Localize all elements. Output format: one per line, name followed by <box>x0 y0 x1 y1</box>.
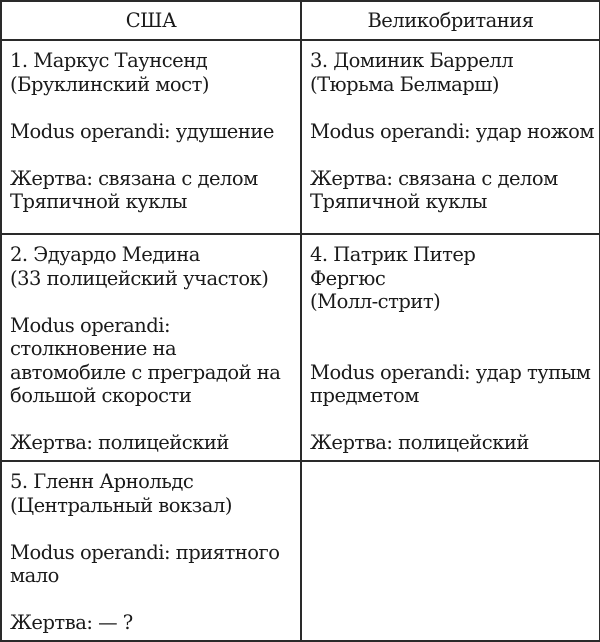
victim-place: (Центральный вокзал) <box>10 493 232 517</box>
modus-operandi: Modus operandi: удар тупым <box>310 360 591 384</box>
cell-townsend <box>1 40 301 234</box>
cell-fergus <box>301 234 600 461</box>
victim-type: Жертва: связана с делом <box>310 166 558 190</box>
cell-arnolds <box>1 461 301 641</box>
table-row <box>1 461 600 641</box>
modus-operandi: Modus operandi: приятного <box>10 540 280 564</box>
header-usa: США <box>1 1 301 40</box>
victim-place: (33 полицейский участок) <box>10 266 269 290</box>
victim-type: Жертва: связана с делом <box>10 166 258 190</box>
victim-place: (Тюрьма Белмарш) <box>310 72 499 96</box>
modus-operandi: Modus operandi: удушение <box>10 119 274 143</box>
victim-name: 2. Эдуардо Медина <box>10 243 200 266</box>
victim-name: 3. Доминик Баррелл <box>310 49 514 72</box>
victim-type-cont: Тряпичной куклы <box>10 190 187 213</box>
victim-name: 4. Патрик Питер <box>310 243 476 266</box>
modus-operandi: Modus operandi: удар ножом <box>310 119 595 143</box>
victim-place: (Молл-стрит) <box>310 290 441 313</box>
victim-type-cont: Тряпичной куклы <box>310 190 487 213</box>
victim-type: Жертва: полицейский <box>310 431 529 454</box>
cell-empty <box>301 461 600 641</box>
modus-operandi: Modus operandi: <box>10 313 171 337</box>
table-row <box>1 40 600 234</box>
victim-name-cont: Фергюс <box>310 266 386 290</box>
victim-type: Жертва: — ? <box>10 611 133 634</box>
modus-operandi-cont: столкновение на <box>10 337 177 360</box>
header-row <box>1 1 600 40</box>
victim-place: (Бруклинский мост) <box>10 72 209 96</box>
header-uk: Великобритания <box>301 1 600 40</box>
modus-operandi-cont: большой скорости <box>10 384 192 407</box>
victim-name: 1. Маркус Таунсенд <box>10 49 208 72</box>
cell-medina <box>1 234 301 461</box>
cell-burrell <box>301 40 600 234</box>
victim-name: 5. Гленн Арнольдс <box>10 470 194 493</box>
modus-operandi-cont: автомобиле с преградой на <box>10 360 281 384</box>
modus-operandi-cont: предметом <box>310 384 419 407</box>
victim-type: Жертва: полицейский <box>10 431 229 454</box>
modus-operandi-cont: мало <box>10 564 59 587</box>
table-row <box>1 234 600 461</box>
